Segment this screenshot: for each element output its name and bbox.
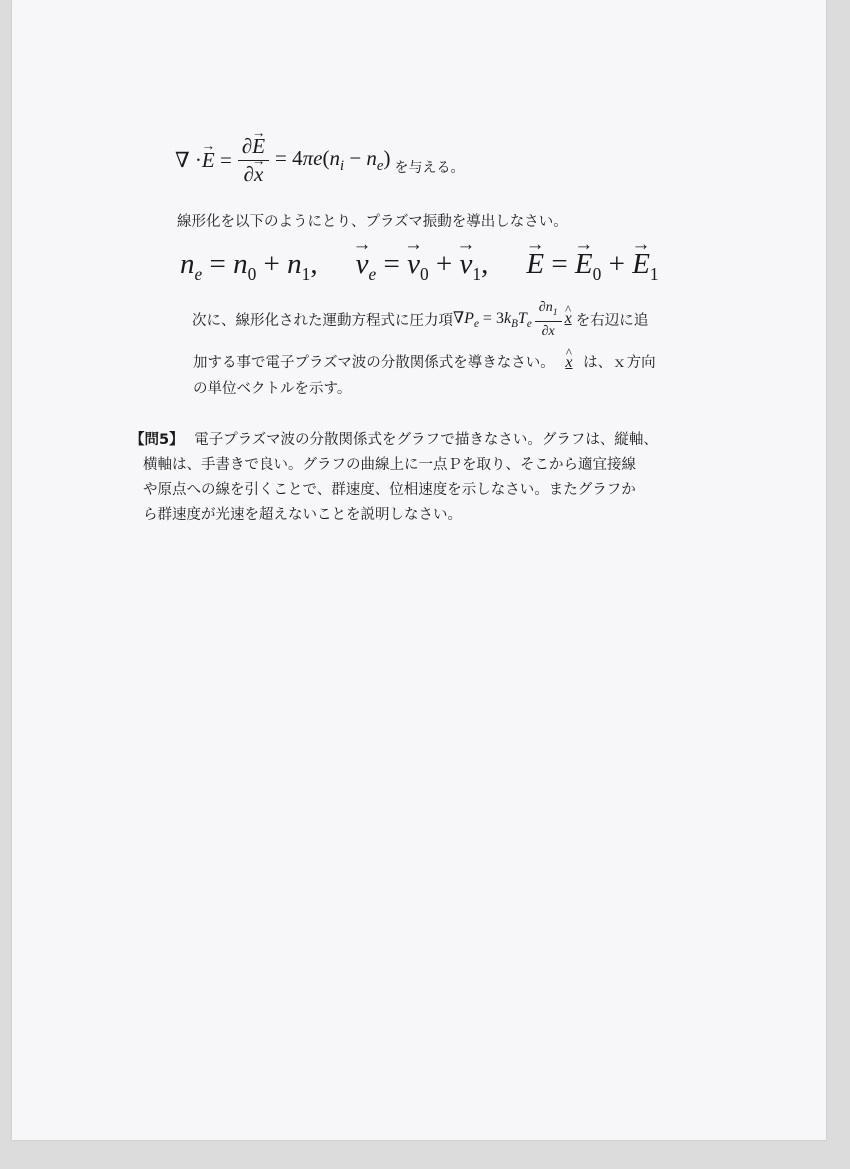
velocity-expansion: → $v_e$ = → $v_0$ + → $v_1$,	[356, 248, 489, 285]
question-5-text-1: 電子プラズマ波の分散関係式をグラフで描きなさい。グラフは、縦軸、	[194, 432, 658, 448]
question-5-label: 【問5】	[130, 432, 184, 448]
fraction-denominator: ∂→ x	[244, 161, 264, 186]
pressure-term-line	[192, 300, 648, 339]
field-expansion: → E = → $E_0$ + → $E_1$	[526, 248, 658, 285]
eq1-suffix: を与える。	[394, 159, 465, 176]
paragraph-line2-suffix: は、ｘ方向	[583, 355, 656, 371]
paragraph-line1-suffix: を右辺に追	[575, 312, 649, 329]
equals: =	[214, 148, 232, 173]
unit-vector-x-inline: ^ x	[565, 354, 572, 372]
paragraph-line3: の単位ベクトルを示す。	[193, 381, 352, 397]
vector-e: → E	[202, 148, 215, 173]
gradient-numerator: $\partial n_1$	[535, 300, 562, 322]
question-5-line2: 横軸は、手書きで良い。グラフの曲線上に一点Ｐを取り、そこから適宜接線	[143, 457, 636, 473]
question-5-line1	[130, 428, 730, 453]
question-5-line3: や原点への線を引くことで、群速度、位相速度を示しなさい。またグラフか	[143, 482, 636, 498]
pressure-term: $\nabla P_e = 3k_BT_e$	[453, 310, 532, 331]
unit-vector-x: ^ x	[565, 310, 572, 328]
fraction-numerator: ∂→ E	[238, 135, 269, 161]
paragraph-line2	[193, 351, 656, 372]
partial-fraction	[238, 135, 269, 186]
question-5-line4: ら群速度が光速を超えないことを説明しなさい。	[143, 507, 462, 523]
gauss-law-equation	[175, 135, 464, 186]
linearization-equations	[180, 248, 659, 285]
eq1-rhs: = $4\pi e(n_i - n_e)$	[275, 146, 391, 175]
gradient-denominator: ∂x	[541, 323, 555, 339]
paragraph-line1-prefix: 次に、線形化された運動方程式に圧力項	[192, 312, 453, 329]
nabla-dot: ∇ ·	[175, 148, 202, 173]
question-5	[130, 428, 730, 528]
density-expansion: $n_e = n_0 + n_1$,	[180, 248, 318, 284]
linearize-instruction: 線形化を以下のようにとり、プラズマ振動を導出しなさい。	[177, 214, 568, 230]
density-gradient-fraction	[535, 300, 562, 339]
paragraph-line2-prefix: 加する事で電子プラズマ波の分散関係式を導きなさい。	[193, 355, 555, 371]
